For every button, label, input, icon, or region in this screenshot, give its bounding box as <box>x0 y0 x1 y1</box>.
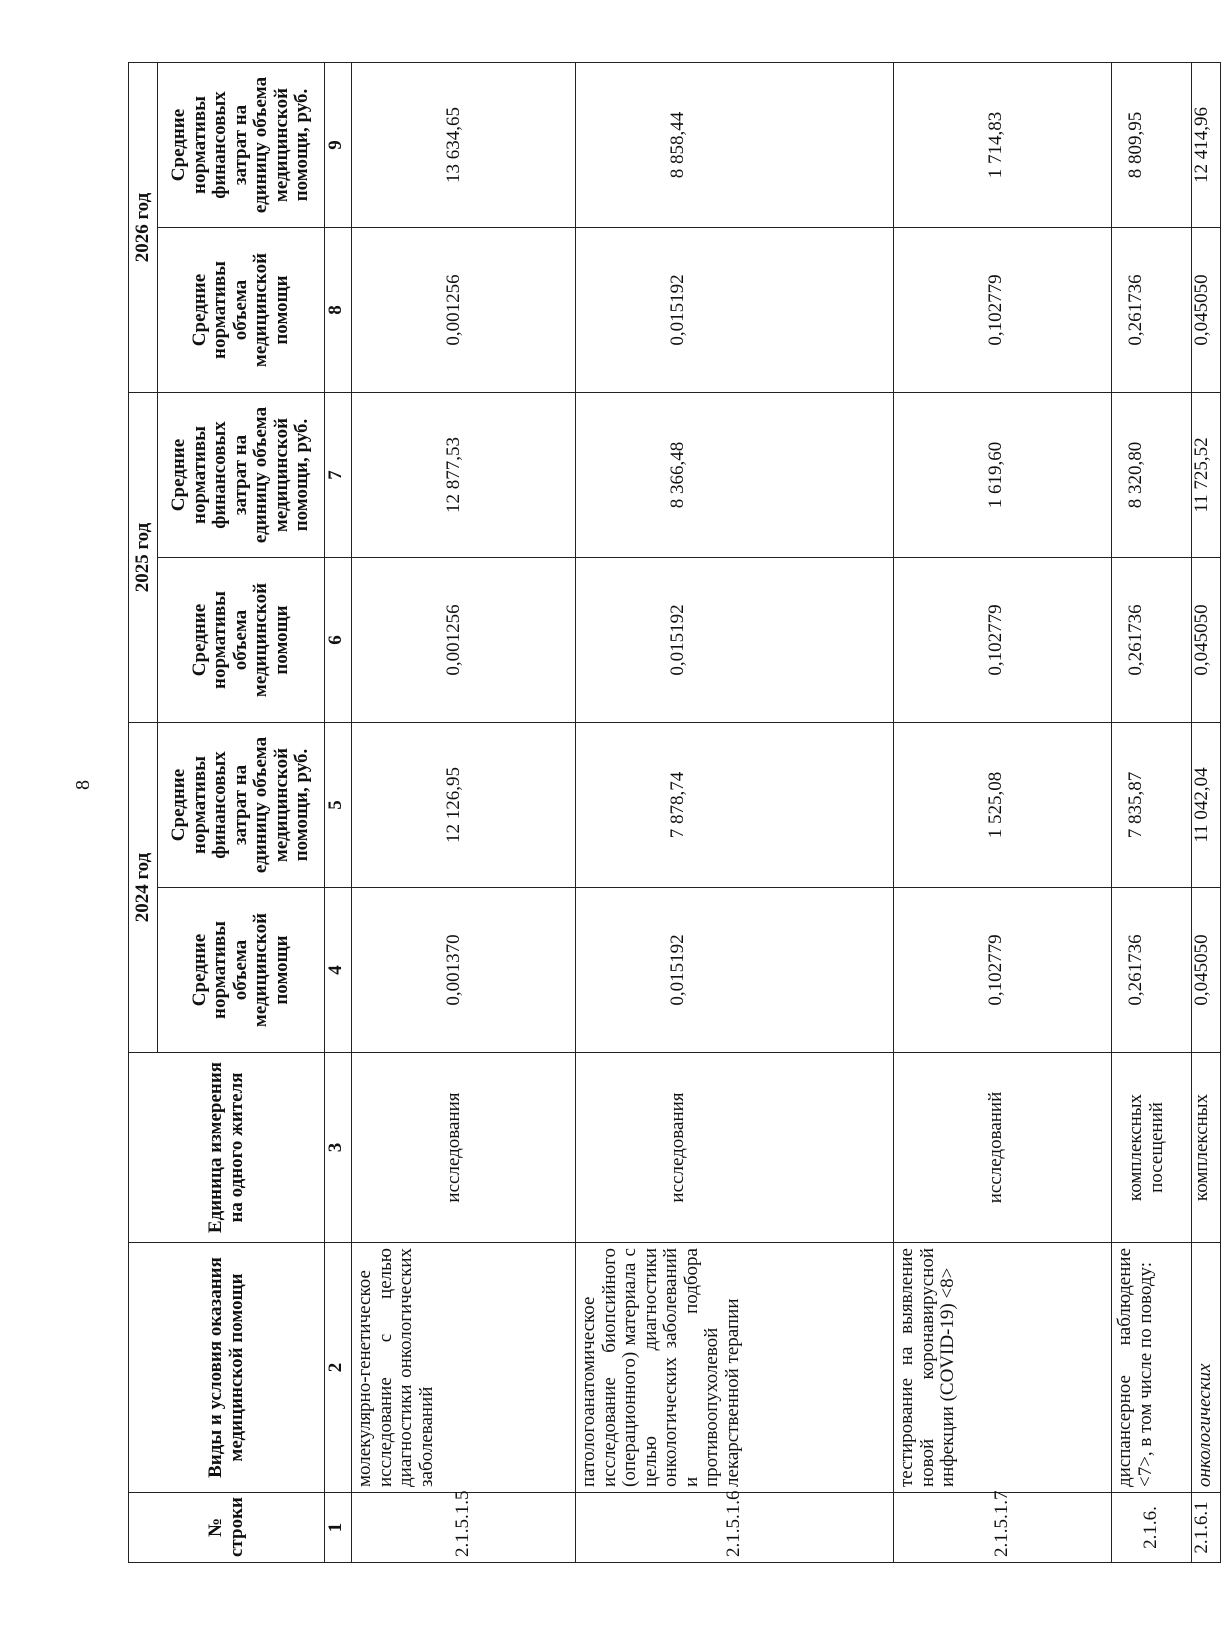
volume-2024: 0,045050 <box>1192 888 1221 1053</box>
volume-2025: 0,015192 <box>576 558 894 723</box>
column-number: 1 <box>325 1493 352 1563</box>
cost-2025: 11 725,52 <box>1192 393 1221 558</box>
year-header-row <box>129 63 158 1563</box>
volume-2026: 0,261736 <box>1112 228 1192 393</box>
cost-2024: 1 525,08 <box>894 723 1112 888</box>
table-row <box>1112 63 1192 1563</box>
header-cost-2024: Средние нормативы финансовых затрат на единицу объема медицинской помощи, руб. <box>158 723 325 888</box>
row-code: 2.1.5.1.5 <box>352 1493 576 1563</box>
cost-2026: 13 634,65 <box>352 63 576 228</box>
header-year-2025: 2025 год <box>129 393 158 723</box>
table-row <box>352 63 576 1563</box>
table-row <box>894 63 1112 1563</box>
table-row <box>576 63 894 1563</box>
row-name: диспансерное наблюдение <7>, в том числе по поводу: <box>1112 1243 1192 1493</box>
row-unit: комплексных посещений <box>1112 1053 1192 1243</box>
volume-2025: 0,001256 <box>352 558 576 723</box>
header-year-2026: 2026 год <box>129 63 158 393</box>
volume-2024: 0,001370 <box>352 888 576 1053</box>
header-types: Виды и условия оказания медицинской помощи <box>129 1243 325 1493</box>
row-code: 2.1.6. <box>1112 1493 1192 1563</box>
cost-2024: 12 126,95 <box>352 723 576 888</box>
column-number: 2 <box>325 1243 352 1493</box>
column-number: 6 <box>325 558 352 723</box>
cost-2026: 1 714,83 <box>894 63 1112 228</box>
page-number: 8 <box>72 780 94 790</box>
volume-2024: 0,261736 <box>1112 888 1192 1053</box>
header-cost-2025: Средние нормативы финансовых затрат на единицу объема медицинской помощи, руб. <box>158 393 325 558</box>
column-number: 8 <box>325 228 352 393</box>
header-unit: Единица измерения на одного жителя <box>129 1053 325 1243</box>
header-volume-2024: Средние нормативы объема медицинской помощи <box>158 888 325 1053</box>
row-unit: исследований <box>894 1053 1112 1243</box>
column-number: 5 <box>325 723 352 888</box>
row-name: тестирование на выявление новой коронавирусной инфекции (COVID-19) <8> <box>894 1243 1112 1493</box>
cost-2026: 8 858,44 <box>576 63 894 228</box>
column-number: 4 <box>325 888 352 1053</box>
row-code: 2.1.5.1.7 <box>894 1493 1112 1563</box>
volume-2025: 0,261736 <box>1112 558 1192 723</box>
volume-2026: 0,102779 <box>894 228 1112 393</box>
table-row <box>1192 63 1221 1563</box>
medical-standards-table <box>128 62 1221 1563</box>
cost-2025: 12 877,53 <box>352 393 576 558</box>
cost-2026: 8 809,95 <box>1112 63 1192 228</box>
row-unit: комплексных <box>1192 1053 1221 1243</box>
column-number: 7 <box>325 393 352 558</box>
column-number: 9 <box>325 63 352 228</box>
cost-2026: 12 414,96 <box>1192 63 1221 228</box>
volume-2026: 0,001256 <box>352 228 576 393</box>
row-name: патологоанатомическое исследование биопсийного (операционного) материала с целью диагностики онкологических заболеваний и подбора противоопухолевой лекарственной терапии <box>576 1243 894 1493</box>
volume-2026: 0,045050 <box>1192 228 1221 393</box>
row-name: молекулярно-генетическое исследование с целью диагностики онкологических заболеваний <box>352 1243 576 1493</box>
cost-2025: 8 320,80 <box>1112 393 1192 558</box>
cost-2025: 1 619,60 <box>894 393 1112 558</box>
volume-2026: 0,015192 <box>576 228 894 393</box>
rotated-table-container <box>128 63 1215 1563</box>
cost-2024: 11 042,04 <box>1192 723 1221 888</box>
row-name: онкологических <box>1192 1243 1221 1493</box>
row-code: 2.1.5.1.6 <box>576 1493 894 1563</box>
cost-2025: 8 366,48 <box>576 393 894 558</box>
header-year-2024: 2024 год <box>129 723 158 1053</box>
volume-2025: 0,045050 <box>1192 558 1221 723</box>
header-volume-2025: Средние нормативы объема медицинской помощи <box>158 558 325 723</box>
volume-2024: 0,015192 <box>576 888 894 1053</box>
header-cost-2026: Средние нормативы финансовых затрат на единицу объема медицинской помощи, руб. <box>158 63 325 228</box>
volume-2025: 0,102779 <box>894 558 1112 723</box>
column-number: 3 <box>325 1053 352 1243</box>
row-unit: исследования <box>576 1053 894 1243</box>
row-unit: исследования <box>352 1053 576 1243</box>
header-volume-2026: Средние нормативы объема медицинской помощи <box>158 228 325 393</box>
cost-2024: 7 878,74 <box>576 723 894 888</box>
header-row-number: № строки <box>129 1493 325 1563</box>
column-number-row <box>325 63 352 1563</box>
cost-2024: 7 835,87 <box>1112 723 1192 888</box>
row-code: 2.1.6.1 <box>1192 1493 1221 1563</box>
volume-2024: 0,102779 <box>894 888 1112 1053</box>
